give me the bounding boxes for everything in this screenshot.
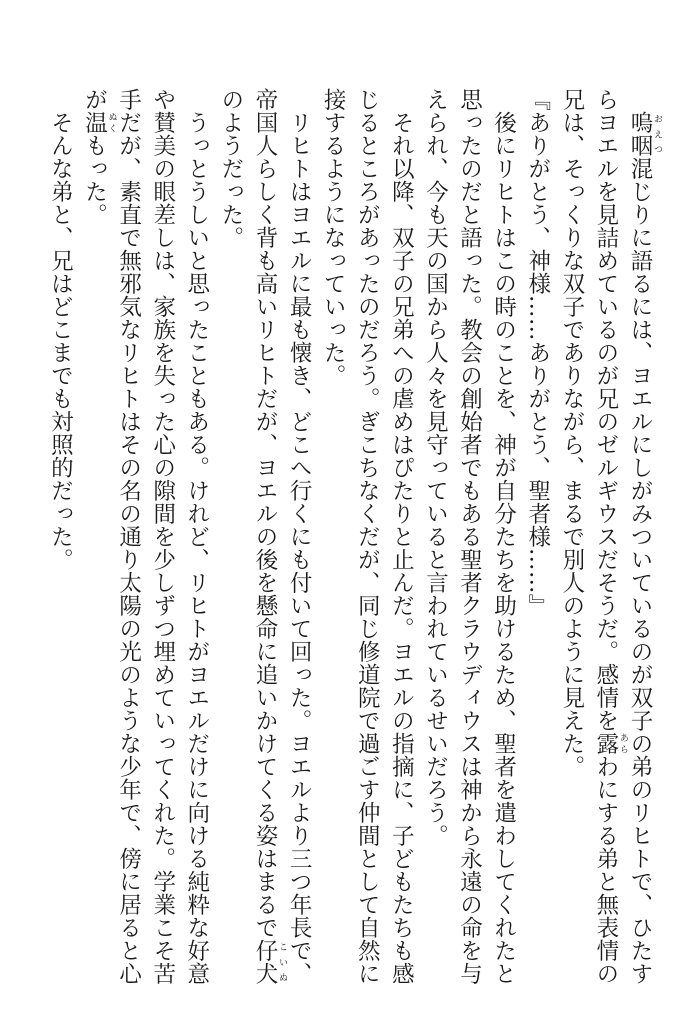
ruby-reading: こいぬ (276, 939, 287, 985)
ruby-reading: おえつ (652, 110, 662, 157)
text-run: リヒトはヨエルに最も懐き、どこへ行くにも付いて回った。ヨエルより三つ年長で、帝国人らしく背も高いリヒトだが、ヨエルの後を懸命に追いかけてくる姿はまるで (251, 88, 313, 985)
ruby-word (627, 110, 662, 157)
ruby-base: 嗚咽 (627, 110, 653, 157)
text-run: 後にリヒトはこの時のことを、神が自分たちを助けるため、聖者を遣わしてくれたと思ったのだと語った。教会の創始者でもある聖者クラウディウスは神から永遠の命を与えられ、今も天の国から人々を見守っていると言われているせいだろう。 (422, 88, 517, 985)
ruby-word (251, 939, 287, 985)
paragraph (43, 88, 77, 988)
text-run: そんな弟と、兄はどこまでも対照的だった。 (47, 110, 74, 571)
text-run: 『ありがとう、神様……ありがとう、聖者様……』 (524, 88, 551, 617)
paragraph (214, 88, 316, 988)
text-run: のようだった。 (217, 88, 244, 249)
vertical-text-body (47, 88, 662, 988)
ruby-reading: ぬく (106, 111, 117, 134)
text-run: わにする弟と無表情の兄は、そっくりな双子でありながら、まるで別人のように見えた。 (558, 88, 619, 985)
ruby-base: 温 (81, 111, 108, 134)
text-run: うっとうしいと思ったこともある。けれど、リヒトがヨエルだけに向ける純粋な好意や賛美の眼差しは、家族を失った心の隙間を少しずつ埋めていってくれた。学業こそ苦手だが、素直で無邪気なリヒトはその名の通り太陽の光のような少年で、傍に居ると心が (81, 88, 210, 985)
paragraph (521, 88, 555, 988)
ruby-reading: あら (617, 732, 628, 755)
text-run: もった。 (81, 134, 108, 226)
text-run: 混じりに語るには、ヨエルにしがみついているのが双子の弟のリヒトで、ひたすらヨエルを見詰めているのが兄のゼルギウスだそうだ。感情を (592, 88, 653, 985)
paragraph (77, 88, 213, 988)
paragraph (316, 88, 418, 988)
paragraph (555, 88, 662, 988)
ruby-base: 仔犬 (251, 939, 278, 985)
paragraph (418, 88, 520, 988)
ruby-word (81, 111, 117, 134)
ruby-word (592, 732, 628, 755)
ruby-base: 露 (592, 732, 619, 755)
text-run: それ以降、双子の兄弟への虐めはぴたりと止んだ。ヨエルの指摘に、子どもたちも感じるところがあったのだろう。ぎこちなくだが、同じ修道院で過ごす仲間として自然に接するようになっていった。 (320, 88, 415, 985)
